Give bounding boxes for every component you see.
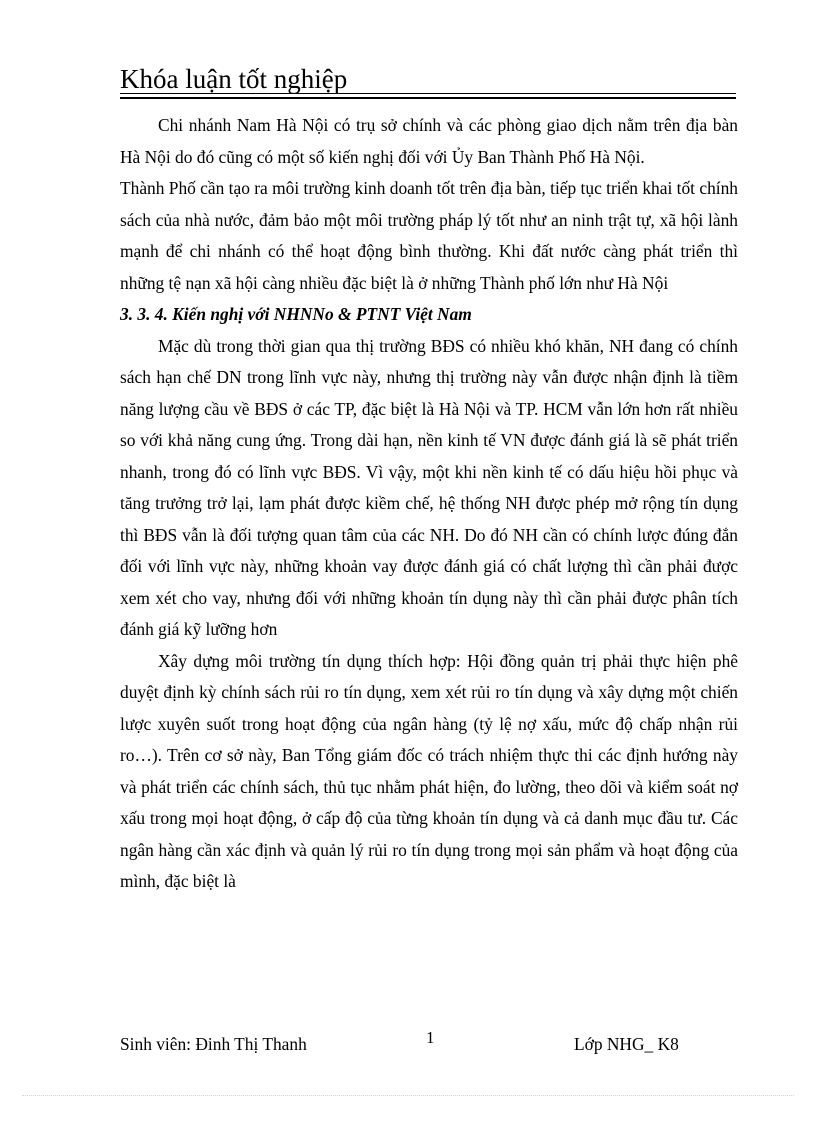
footer-page-number: 1	[426, 1028, 435, 1047]
section-heading: 3. 3. 4. Kiến nghị với NHNNo & PTNT Việt Nam	[120, 304, 472, 324]
document-body	[120, 110, 738, 898]
paragraph: Xây dựng môi trường tín dụng thích hợp: Hội đồng quản trị phải thực hiện phê duyệt định kỳ chính sách rủi ro tín dụng, xem xét rủi ro tín dụng và xây dựng một chiến lược xuyên suốt trong hoạt động của ngân hàng (tỷ lệ nợ xấu, mức độ chấp nhận rủi ro…). Trên cơ sở này, Ban Tổng giám đốc có trách nhiệm thực thi các định hướng này và phát triển các chính sách, thủ tục nhằm phát hiện, đo lường, theo dõi và kiểm soát nợ xấu trong mọi hoạt động, ở cấp độ của từng khoản tín dụng và cả danh mục đầu tư. Các ngân hàng cần xác định và quản lý rủi ro tín dụng trong mọi sản phẩm và hoạt động của mình, đặc biệt là	[120, 650, 738, 891]
footer-class-name: Lớp NHG_ K8	[574, 1034, 679, 1054]
page-margin-guide	[22, 1095, 794, 1096]
header-rule-thin	[120, 93, 736, 94]
document-header-title: Khóa luận tốt nghiệp	[120, 64, 348, 94]
paragraph: Mặc dù trong thời gian qua thị trường BĐS có nhiều khó khăn, NH đang có chính sách hạn chế DN trong lĩnh vực này, nhưng thị trường này vẫn được nhận định là tiềm năng lượng cầu về BĐS ở các TP, đặc biệt là Hà Nội và TP. HCM vẫn lớn hơn rất nhiều so với khả năng cung ứng. Trong dài hạn, nền kinh tế VN được đánh giá là sẽ phát triển nhanh, trong đó có lĩnh vực BĐS. Vì vậy, một khi nền kinh tế có dấu hiệu hồi phục và tăng trưởng trở lại, lạm phát được kiềm chế, hệ thống NH được phép mở rộng tín dụng thì BĐS vẫn là đối tượng quan tâm của các NH. Do đó NH cần có chính lược đúng đắn đối với lĩnh vực này, những khoản vay được đánh giá có chất lượng thì cần phải được xem xét cho vay, nhưng đối với những khoản tín dụng này thì cần phải được phân tích đánh giá kỹ lưỡng hơn	[120, 335, 738, 639]
header-rule-thick	[120, 97, 736, 99]
footer-student-name: Sinh viên: Đinh Thị Thanh	[120, 1034, 307, 1054]
paragraph: Chi nhánh Nam Hà Nội có trụ sở chính và các phòng giao dịch nằm trên địa bàn Hà Nội do đó cũng có một số kiến nghị đối với Ủy Ban Thành Phố Hà Nội.	[120, 115, 738, 167]
paragraph: Thành Phố cần tạo ra môi trường kinh doanh tốt trên địa bàn, tiếp tục triển khai tốt chính sách của nhà nước, đảm bảo một môi trường pháp lý tốt như an ninh trật tự, xã hội lành mạnh để chi nhánh có thể hoạt động bình thường. Khi đất nước càng phát triển thì những tệ nạn xã hội càng nhiều đặc biệt là ở những Thành phố lớn như Hà Nội	[120, 178, 738, 293]
